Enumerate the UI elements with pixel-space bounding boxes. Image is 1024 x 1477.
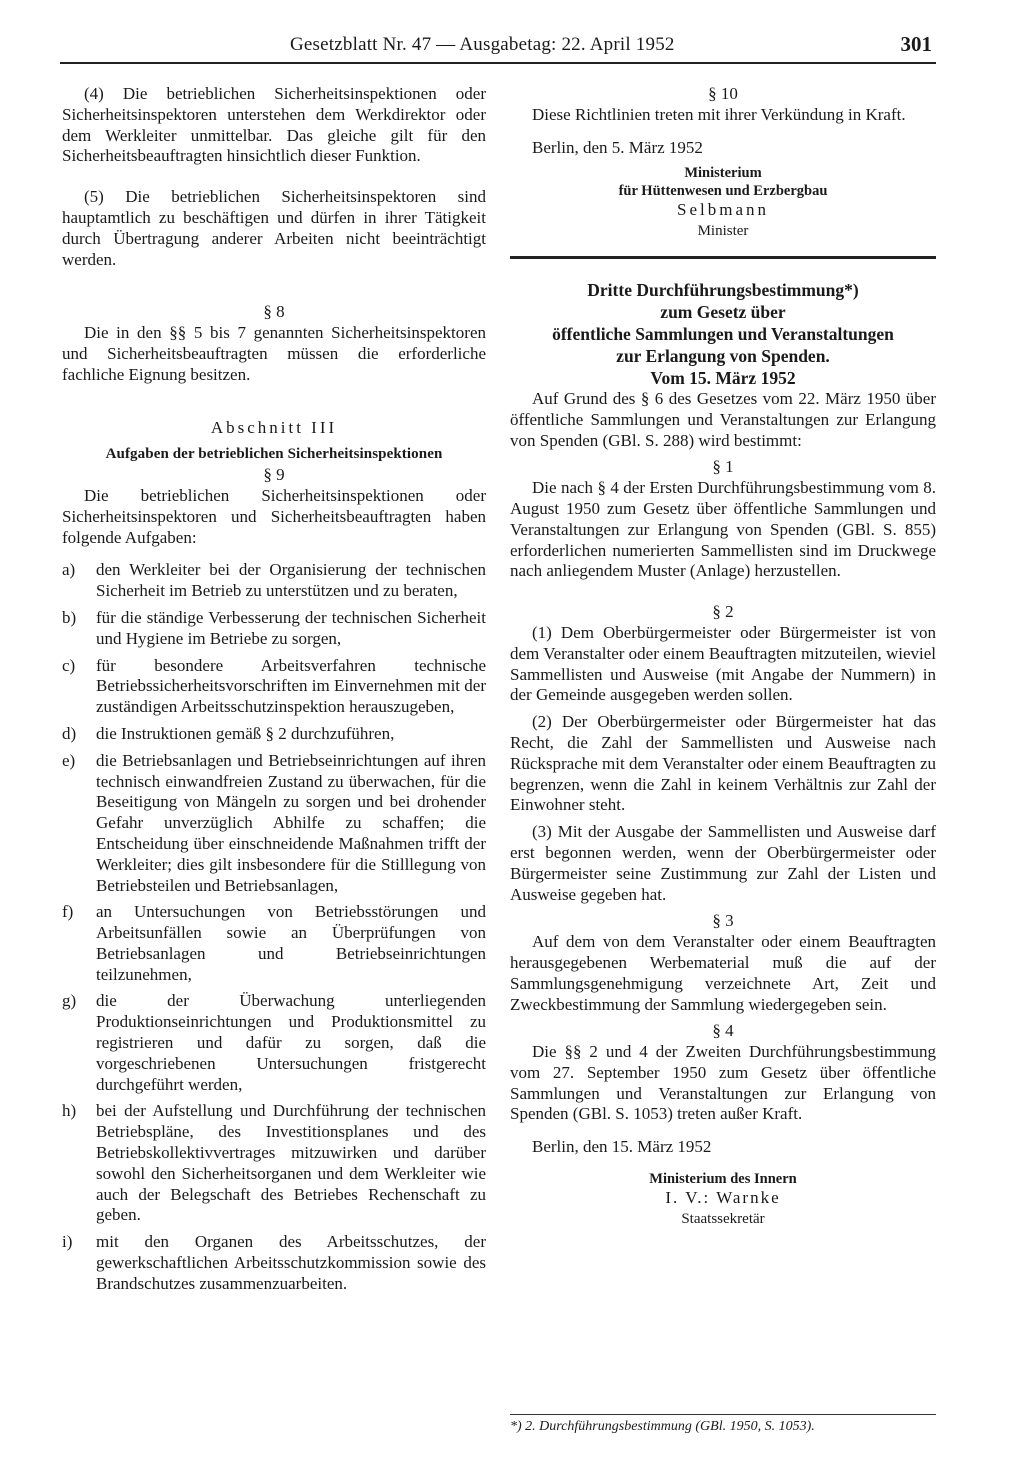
page-header bbox=[60, 30, 936, 64]
date-line-1: Berlin, den 5. März 1952 bbox=[532, 137, 703, 157]
chapter-heading: Abschnitt III bbox=[210, 417, 338, 437]
list-item-label: g) bbox=[62, 991, 77, 1011]
regulation-title-3: öffentliche Sammlungen und Veranstaltungen bbox=[552, 323, 894, 344]
section-4-heading: § 4 bbox=[712, 1021, 734, 1041]
section-10-heading: § 10 bbox=[708, 84, 738, 103]
signer-title: Minister bbox=[697, 223, 749, 240]
list-item: für besondere Arbeitsverfahren technische Betriebssicherheitsvorschriften im Einvernehmen mit der zuständigen Arbeitsschutzinspektion herauszugeben, bbox=[96, 655, 486, 717]
list-item: den Werkleiter bei der Organisierung der technischen Sicherheit im Betrieb zu unterstützen und zu beraten, bbox=[96, 560, 486, 601]
regulation-title-4: zur Erlangung von Spenden. bbox=[616, 345, 830, 366]
list-item-label: f) bbox=[62, 902, 74, 922]
task-list-f bbox=[62, 902, 486, 985]
signer-2-name: I. V.: Warnke bbox=[665, 1188, 781, 1208]
list-item-label: d) bbox=[62, 723, 77, 743]
paragraph-5: (5) Die betrieblichen Sicherheitsinspektoren sind hauptamtlich zu beschäftigen und dürfen in ihrer Tätigkeit durch Übertragung anderer Arbeiten nicht beeinträchtigt werden. bbox=[62, 187, 486, 269]
section-1-text: Die nach § 4 der Ersten Durchführungsbestimmung vom 8. August 1950 zum Gesetz über öffentliche Sammlungen und Veranstaltungen zur Erlangung von Spenden (GBl. S. 855) erforderlichen numerierten Sammellisten sind im Druckwege nach anliegendem Muster (Anlage) herzustellen. bbox=[510, 478, 936, 581]
task-list-g bbox=[62, 991, 486, 1095]
right-column bbox=[510, 84, 936, 1230]
regulation-date: Vom 15. März 1952 bbox=[650, 367, 796, 388]
section-2-p2: (2) Der Oberbürgermeister oder Bürgermeister hat das Recht, die Zahl der Sammellisten und Ausweise nach Rücksprache mit dem Veranstalter oder einem Beauftragten zu begrenzen, wenn die Zahl in keinem Verhältnis zur Zahl der Einwohner steht. bbox=[510, 712, 936, 815]
task-list-c bbox=[62, 656, 486, 718]
section-4-text: Die §§ 2 und 4 der Zweiten Durchführungsbestimmung vom 27. September 1950 zum Gesetz über öffentliche Sammlungen und Veranstaltungen zur Erlangung von Spenden (GBl. S. 1053) treten außer Kraft. bbox=[510, 1042, 936, 1124]
chapter-title: Aufgaben der betrieblichen Sicherheitsinspektionen bbox=[105, 446, 443, 463]
section-8-text: Die in den §§ 5 bis 7 genannten Sicherheitsinspektoren und Sicherheitsbeauftragten müssen die erforderliche fachliche Eignung besitzen. bbox=[62, 323, 486, 384]
footnote: *) 2. Durchführungsbestimmung (GBl. 1950, S. 1053). bbox=[510, 1414, 936, 1435]
task-list-h bbox=[62, 1101, 486, 1226]
task-list-i bbox=[62, 1232, 486, 1294]
section-1-heading: § 1 bbox=[712, 457, 734, 477]
list-item: mit den Organen des Arbeitsschutzes, der gewerkschaftlichen Arbeitsschutzkommission sowie des Brandschutzes zusammenzuarbeiten. bbox=[96, 1232, 486, 1293]
list-item: die der Überwachung unterliegenden Produktionseinrichtungen und Produktionsmittel zu registrieren und dafür zu sorgen, daß die vorgeschriebenen Untersuchungen fristgerecht durchgeführt werden, bbox=[96, 991, 486, 1094]
list-item-label: c) bbox=[62, 655, 76, 675]
section-8-heading: § 8 bbox=[263, 302, 285, 322]
task-list bbox=[62, 560, 486, 602]
list-item-label: a) bbox=[62, 560, 76, 580]
section-10-text: Diese Richtlinien treten mit ihrer Verkündung in Kraft. bbox=[532, 104, 906, 124]
left-column bbox=[62, 84, 486, 1295]
section-9-heading: § 9 bbox=[263, 465, 285, 485]
task-list-b bbox=[62, 608, 486, 650]
regulation-intro: Auf Grund des § 6 des Gesetzes vom 22. März 1950 über öffentliche Sammlungen und Veranstaltungen zur Erlangung von Spenden (GBl. S. 288) wird bestimmt: bbox=[510, 388, 936, 450]
page-number: 301 bbox=[900, 32, 932, 56]
regulation-title-2: zum Gesetz über bbox=[660, 301, 786, 322]
regulation-title-1: Dritte Durchführungsbestimmung*) bbox=[587, 279, 859, 300]
list-item-label: h) bbox=[62, 1101, 77, 1121]
list-item: die Instruktionen gemäß § 2 durchzuführen, bbox=[96, 723, 395, 743]
list-item-label: e) bbox=[62, 750, 76, 770]
paragraph-4: (4) Die betrieblichen Sicherheitsinspektionen oder Sicherheitsinspektoren unterstehen dem Werkdirektor oder dem Werkleiter unmittelbar. Das gleiche gilt für den Sicherheitsbeauftragten hinsichtlich dieser Funktion. bbox=[62, 84, 486, 166]
section-9-intro: Die betrieblichen Sicherheitsinspektionen oder Sicherheitsinspektoren und Sicherheitsbeauftragten haben folgende Aufgaben: bbox=[62, 485, 486, 547]
section-2-p1: (1) Dem Oberbürgermeister oder Bürgermeister ist von dem Veranstalter oder einem Beauftragten mitzuteilen, wieviel Sammellisten und Ausweise (mit Angabe der Nummern) in der Gemeinde ausgegeben werden sollen. bbox=[510, 622, 936, 705]
list-item: an Untersuchungen von Betriebsstörungen und Arbeitsunfällen sowie an Überprüfungen von Betriebsanlagen und Betriebseinrichtungen teilzunehmen, bbox=[96, 902, 486, 984]
ministry-name: Ministerium bbox=[684, 165, 762, 182]
list-item-label: b) bbox=[62, 607, 77, 627]
section-3-heading: § 3 bbox=[712, 911, 734, 931]
section-3-text: Auf dem von dem Veranstalter oder einem Beauftragten herausgegebenen Werbematerial muß die auf der Sammlungsgenehmigung verzeichnete Art, Zeit und Zweckbestimmung der Sammlung wiedergegeben sein. bbox=[510, 932, 936, 1014]
list-item: für die ständige Verbesserung der technischen Sicherheit und Hygiene im Betriebe zu sorgen, bbox=[96, 607, 486, 648]
list-item: bei der Aufstellung und Durchführung der technischen Betriebspläne, des Investitionsplanes und des Betriebskollektivvertrages mitzuwirken und darüber sowohl den Sicherheitsorganen und dem Werkleiter wie auch der Belegschaft des Betriebes Rechenschaft zu geben. bbox=[96, 1101, 486, 1225]
signer-2-title: Staatssekretär bbox=[681, 1210, 765, 1227]
section-2-heading: § 2 bbox=[712, 602, 734, 622]
list-item: die Betriebsanlagen und Betriebseinrichtungen auf ihren technisch einwandfreien Zustand zu überwachen, für die Beseitigung von Mängeln zu sorgen und bei drohender Gefahr unverzüglich Abhilfe zu schaffen; die Entscheidung über einschneidende Maßnahmen trifft der Werkleiter; dies gilt insbesondere für die Stilllegung von Betriebsteilen und Betriebsanlagen, bbox=[96, 750, 486, 895]
ministry-name-2: für Hüttenwesen und Erzbergbau bbox=[618, 183, 828, 200]
ministry-2-name: Ministerium des Innern bbox=[649, 1171, 797, 1188]
section-2-p3: (3) Mit der Ausgabe der Sammellisten und Ausweise darf erst begonnen werden, wenn der Oberbürgermeister oder Bürgermeister seine Zustimmung zur Zahl der Listen und Ausweise gegeben hat. bbox=[510, 822, 936, 904]
signer-name: Selbmann bbox=[677, 200, 769, 220]
header-title: Gesetzblatt Nr. 47 — Ausgabetag: 22. April 1952 bbox=[290, 34, 675, 55]
task-list-e bbox=[62, 751, 486, 897]
list-item-label: i) bbox=[62, 1232, 73, 1252]
date-line-2: Berlin, den 15. März 1952 bbox=[532, 1137, 712, 1157]
task-list-d bbox=[62, 724, 486, 745]
